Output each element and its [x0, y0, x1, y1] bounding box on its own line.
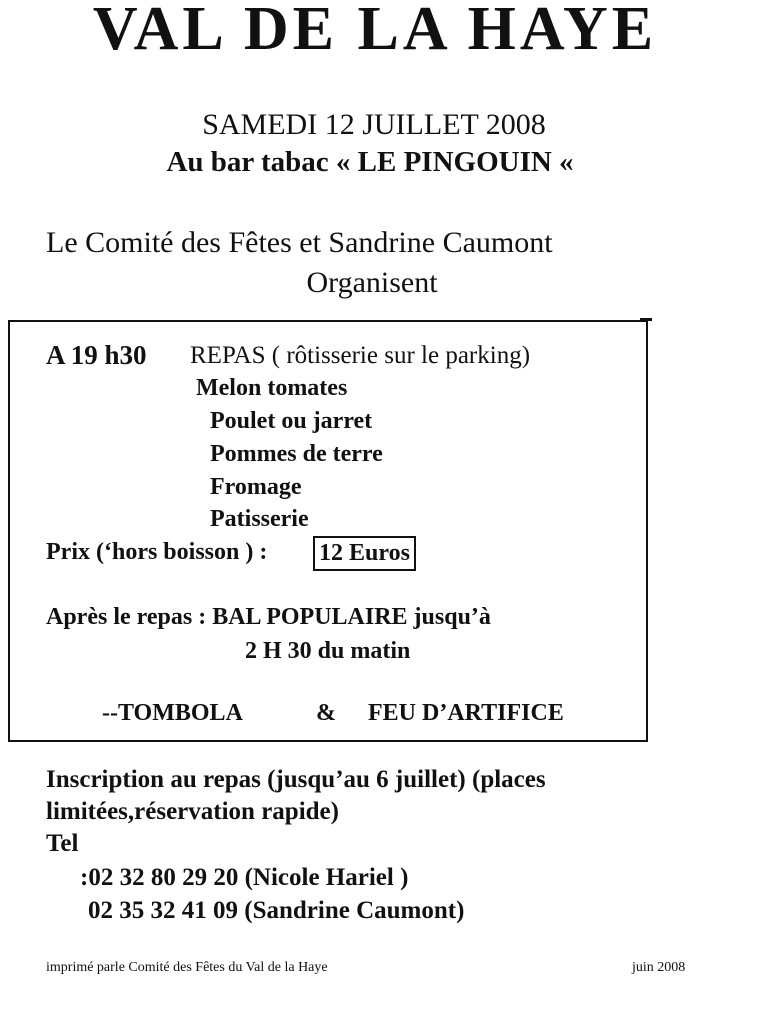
registration-note: limitées,réservation rapide) — [46, 798, 339, 825]
price-value-box: 12 Euros — [313, 536, 416, 571]
organizers-verb: Organisent — [306, 266, 438, 299]
dance-end-time: 2 H 30 du matin — [245, 638, 411, 664]
event-venue: Au bar tabac « LE PINGOUIN « — [166, 146, 574, 178]
dance-line: Après le repas : BAL POPULAIRE jusqu’à — [46, 604, 491, 630]
meal-time: A 19 h30 — [46, 340, 147, 370]
phone-number: :02 32 80 29 20 (Nicole Hariel ) — [80, 864, 409, 891]
event-date: SAMEDI 12 JUILLET 2008 — [202, 108, 546, 141]
menu-item: Poulet ou jarret — [210, 408, 373, 434]
menu-item: Pommes de terre — [210, 441, 383, 467]
tel-label: Tel — [46, 830, 79, 857]
price-label: Prix (‘hors boisson ) : — [46, 539, 268, 565]
tombola-label: --TOMBOLA — [102, 700, 243, 726]
box-border-tail — [640, 318, 652, 321]
fireworks-label: FEU D’ARTIFICE — [368, 700, 564, 726]
registration-line: Inscription au repas (jusqu’au 6 juillet) (places — [46, 766, 546, 793]
printer-credit: imprimé parle Comité des Fêtes du Val de la Haye — [46, 960, 328, 975]
meal-label: REPAS ( rôtisserie sur le parking) — [190, 342, 531, 369]
poster-title: VAL DE LA HAYE — [92, 0, 658, 63]
menu-item: Patisserie — [210, 506, 309, 532]
menu-item: Melon tomates — [196, 375, 348, 401]
print-date: juin 2008 — [632, 960, 686, 975]
menu-item: Fromage — [210, 474, 302, 500]
ampersand: & — [316, 700, 336, 726]
organizers-line: Le Comité des Fêtes et Sandrine Caumont — [46, 226, 553, 259]
phone-number: 02 35 32 41 09 (Sandrine Caumont) — [88, 897, 465, 924]
